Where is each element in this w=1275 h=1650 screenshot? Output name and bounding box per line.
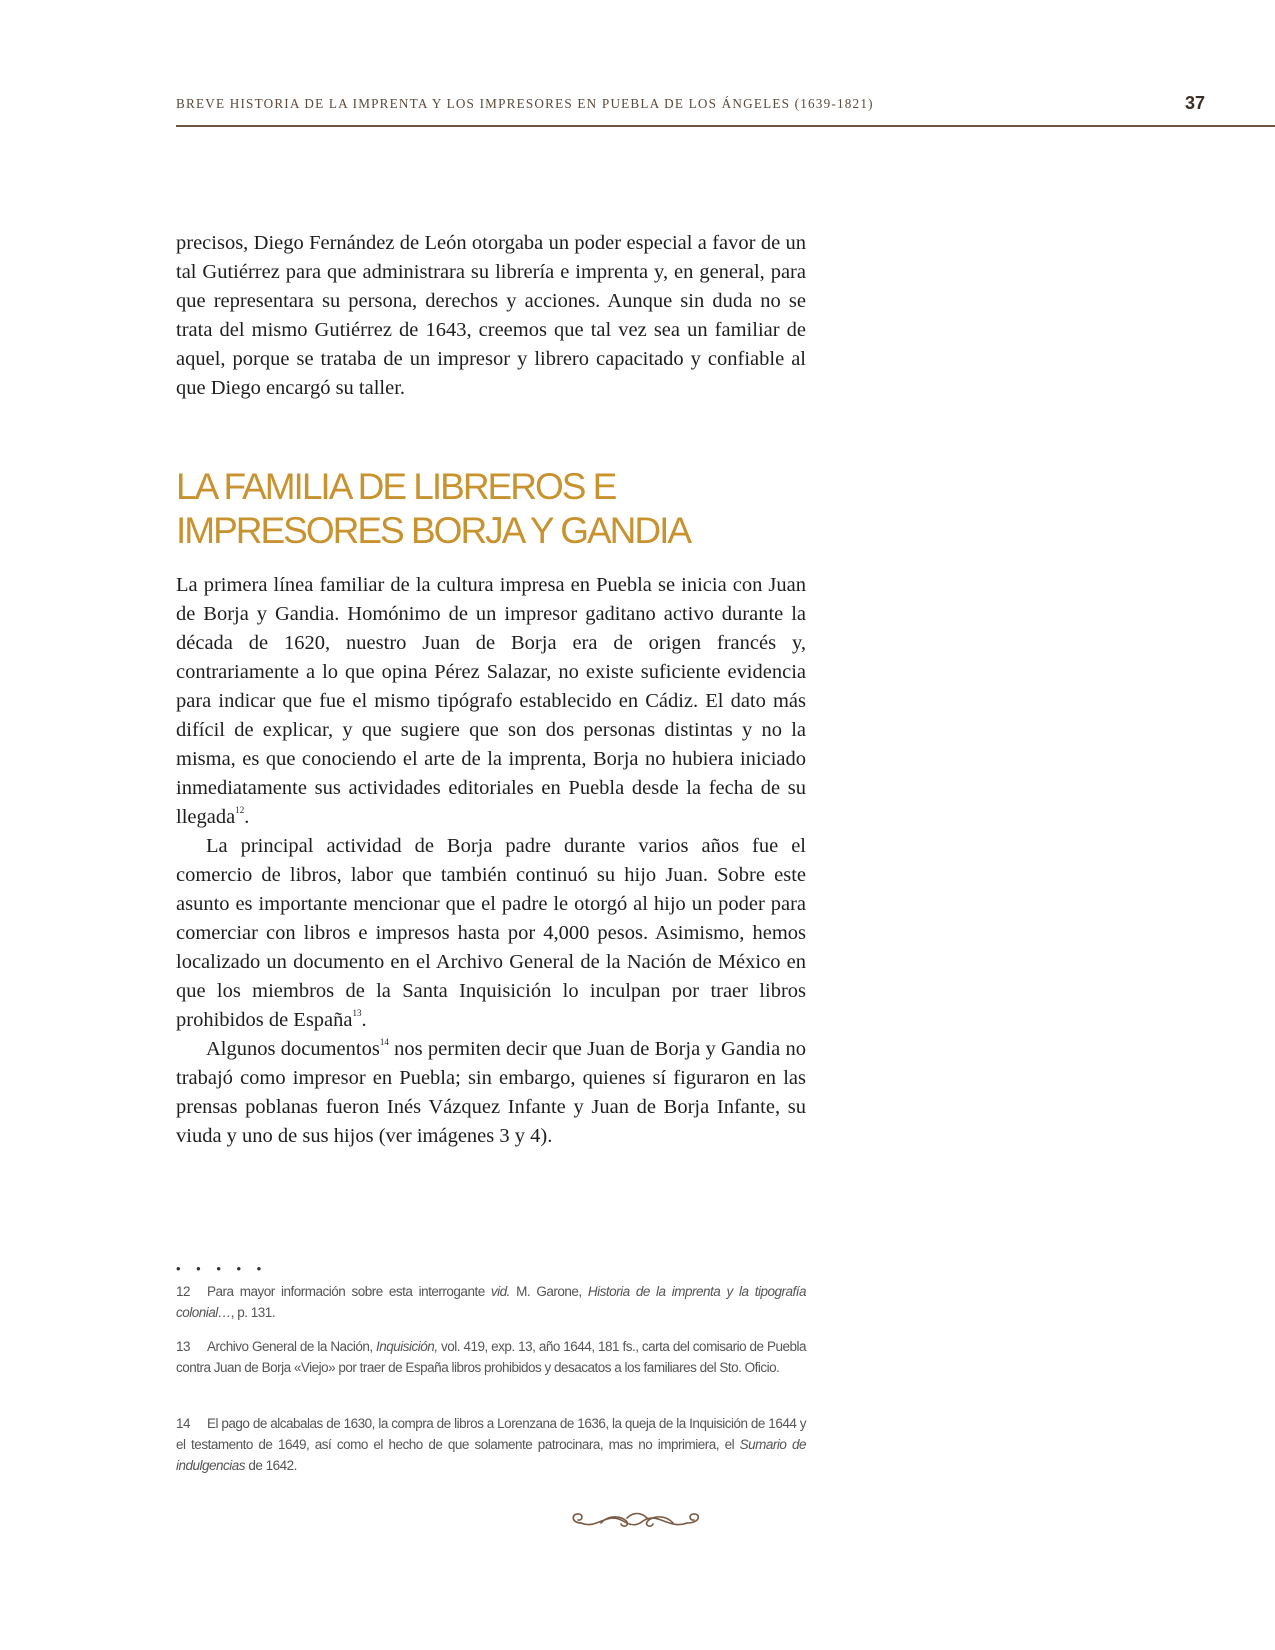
footnote-12-text-c: , p. 131. <box>230 1305 276 1320</box>
footnote-14-number: 14 <box>176 1416 191 1431</box>
paragraph-1 <box>176 571 806 832</box>
running-head: BREVE HISTORIA DE LA IMPRENTA Y LOS IMPRESORES EN PUEBLA DE LOS ÁNGELES (1639-1821) <box>176 96 874 111</box>
footnote-14-text-a: El pago de alcabalas de 1630, la compra de libros a Lorenzana de 1636, la queja de la Inquisición de 1644 y el testamento de 1649, así como el hecho de que solamente patrocinara, mas no imprimiera, el <box>176 1416 806 1452</box>
footnote-13-italic-a: Inquisición, <box>376 1339 438 1354</box>
paragraph-2 <box>176 832 806 1035</box>
flourish-ornament-icon <box>567 1506 707 1541</box>
footnote-13-text-a: Archivo General de la Nación, <box>207 1339 377 1354</box>
header-rule <box>176 125 1275 127</box>
footnote-12-text-a: Para mayor información sobre esta interrogante <box>207 1284 491 1299</box>
intro-text-block <box>176 229 806 403</box>
paragraph-1-text: La primera línea familiar de la cultura impresa en Puebla se inicia con Juan de Borja y Gandia. Homónimo de un impresor gaditano activo durante la década de 1620, nuestro Juan de Borja era de origen francés y, contrariamente a lo que opina Pérez Salazar, no existe suficiente evidencia para indicar que fue el mismo tipógrafo establecido en Cádiz. El dato más difícil de explicar, y que sugiere que son dos personas distintas y no la misma, es que conociendo el arte de la imprenta, Borja no hubiera iniciado inmediatamente sus actividades editoriales en Puebla desde la fecha de su llegada <box>176 574 806 828</box>
footnote-13-number: 13 <box>176 1339 191 1354</box>
footnote-separator: • • • • • <box>176 1261 268 1276</box>
footnote-14 <box>176 1413 806 1476</box>
paragraph-3-text: nos permiten decir que Juan de Borja y Gandia no trabajó como impresor en Puebla; sin embargo, quienes sí figuraron en las prensas poblanas fueron Inés Vázquez Infante y Juan de Borja Infante, su viuda y uno de sus hijos (ver imágenes 3 y 4). <box>176 1038 807 1147</box>
footnote-12-italic-a: vid. <box>490 1284 510 1299</box>
footnote-12-number: 12 <box>176 1284 191 1299</box>
footnote-13 <box>176 1336 806 1378</box>
section-title <box>176 465 816 553</box>
paragraph-2-text: La principal actividad de Borja padre durante varios años fue el comercio de libros, labor que también continuó su hijo Juan. Sobre este asunto es importante mencionar que el padre le otorgó al hijo un poder para comerciar con libros e impresos hasta por 4,000 pesos. Asimismo, hemos localizado un documento en el Archivo General de la Nación de México en que los miembros de la Santa Inquisición lo inculpan por traer libros prohibidos de España <box>176 835 806 1031</box>
footnote-13-text-b: vol. 419, exp. 13, año 1644, 181 fs., carta del comisario de Puebla contra Juan de Borja «Viejo» por traer de España libros prohibidos y desacatos a los familiares del Sto. Oficio. <box>176 1339 806 1375</box>
footnote-ref-13[interactable]: 13 <box>352 1008 362 1019</box>
section-title-line-1: LA FAMILIA DE LIBREROS E <box>176 466 616 507</box>
footnote-12-text-b: M. Garone, <box>509 1284 588 1299</box>
section-body <box>176 571 806 1151</box>
paragraph-1-tail: . <box>244 806 250 828</box>
paragraph-2-tail: . <box>361 1009 367 1031</box>
page-number: 37 <box>1185 93 1206 113</box>
paragraph-3 <box>176 1035 806 1151</box>
intro-paragraph: precisos, Diego Fernández de León otorgaba un poder especial a favor de un tal Gutiérrez para que administrara su librería e imprenta y, en general, para que representara su persona, derechos y acciones. Aunque sin duda no se trata del mismo Gutiérrez de 1643, creemos que tal vez sea un familiar de aquel, porque se trataba de un impresor y librero capacitado y confiable al que Diego encargó su taller. <box>176 232 806 399</box>
footnote-14-italic-a: Sumario de indulgencias <box>176 1437 806 1473</box>
footnote-14-text-b: de 1642. <box>245 1458 297 1473</box>
footnote-ref-14[interactable]: 14 <box>379 1037 389 1048</box>
section-title-line-2: IMPRESORES BORJA Y GANDIA <box>176 510 691 551</box>
footnote-12 <box>176 1281 806 1323</box>
paragraph-3-lead: Algunos documentos <box>206 1038 380 1060</box>
footnote-ref-12[interactable]: 12 <box>235 805 245 816</box>
footnote-12-italic-b: Historia de la imprenta y la tipografía colonial… <box>176 1284 806 1320</box>
